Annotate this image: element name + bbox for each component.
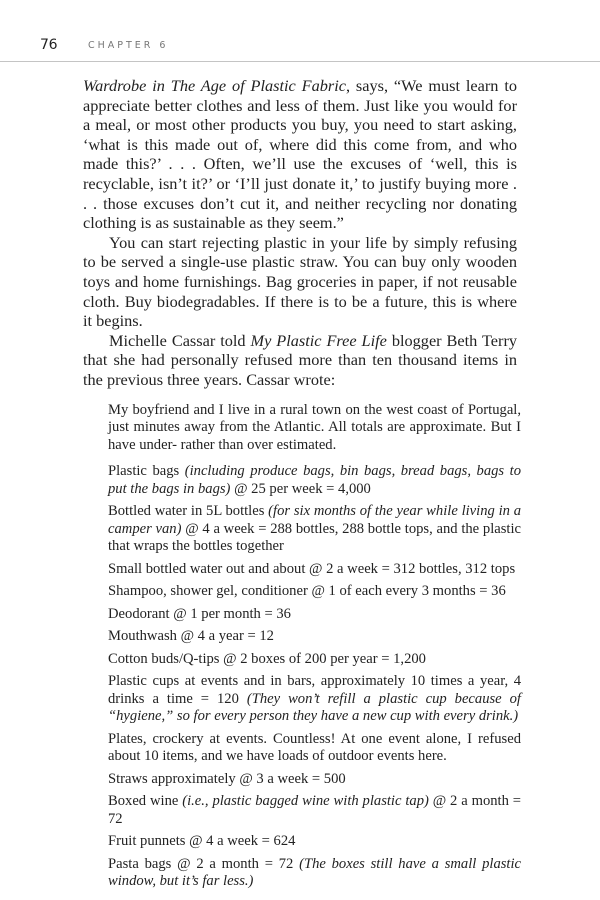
paragraph xyxy=(83,233,517,331)
italic-text: (for six months of the year while living in a camper van) xyxy=(108,503,521,537)
list-item xyxy=(108,628,521,646)
block-quote xyxy=(83,402,521,891)
text-run: Pasta bags @ 2 a month = 72 xyxy=(108,855,300,872)
text-run: Shampoo, shower gel, conditioner @ 1 of each every 3 months = 36 xyxy=(108,583,506,599)
text-run: Mouthwash @ 4 a year = 12 xyxy=(108,628,274,644)
list-item xyxy=(108,833,521,851)
list-item xyxy=(108,606,521,624)
running-head-chapter: CHAPTER 6 xyxy=(88,40,169,51)
text-run: Plastic bags xyxy=(108,463,185,479)
list-item xyxy=(108,673,521,726)
text-run: Plates, crockery at events. Countless! At one event alone, I refused about 10 items, and we have loads of outdoor events here. xyxy=(108,730,521,764)
paragraph xyxy=(83,76,517,233)
text-run: Boxed wine xyxy=(108,793,183,809)
list-item xyxy=(108,651,521,669)
text-run: Cotton buds/Q-tips @ 2 boxes of 200 per year = 1,200 xyxy=(108,650,426,667)
italic-text: Wardrobe in The Age of Plastic Fabric xyxy=(83,76,346,95)
text-run: Deodorant @ 1 per month = 36 xyxy=(108,605,291,622)
paragraph xyxy=(83,331,517,390)
list-item xyxy=(108,463,521,498)
italic-text: My Plastic Free Life xyxy=(250,330,387,350)
text-run: @ 4 a week = 288 bottles, 288 bottle tops, and the plastic that wraps the bottles together xyxy=(108,520,521,554)
block-quote-intro: My boyfriend and I live in a rural town on the west coast of Portugal, just minutes away from the Atlantic. All totals are approximate. But I have under- rather than over estimated. xyxy=(108,401,521,453)
text-run: blogger Beth Terry that she had personally refused more than ten thousand items in the previous three years. Cassar wrote: xyxy=(83,330,518,389)
italic-text: (The boxes still have a small plastic window, but it’s far less.) xyxy=(108,855,522,889)
text-run: , says, “We must learn to appreciate better clothes and less of them. Just like you would for a meal, or most other products you buy, you need to start asking, ‘what is this made out of, where did this come from, and who made this?’ . . . Often, we’ll use the excuses of ‘well, this is recyclable, isn’t it?’ or ‘I’ll just donate it,’ to justify buying more . . . those excuses don’t cut it, and neither recycling nor donating clothing is as sustainable as they seem.” xyxy=(83,76,517,233)
text-run: Plastic cups at events and in bars, approximately 10 times a year, 4 drinks a time = 120 xyxy=(108,673,521,707)
block-quote-list xyxy=(108,463,521,891)
text-run: @ 2 a month = 72 xyxy=(108,793,521,827)
list-item xyxy=(108,583,521,601)
italic-text: (including produce bags, bin bags, bread bags, bags to put the bags in bags) xyxy=(108,463,521,497)
page-number: 76 xyxy=(40,37,58,53)
list-item xyxy=(108,771,521,789)
page-body xyxy=(83,76,522,891)
text-run: You can start rejecting plastic in your life by simply refusing to be served a single-use plastic straw. You can buy only wooden toys and home furnishings. Bag groceries in paper, if not reusable cloth. Buy biodegradables. If there is to be a future, this is where it begins. xyxy=(83,232,517,331)
list-item xyxy=(108,503,521,556)
text-run: Small bottled water out and about @ 2 a week = 312 bottles, 312 tops xyxy=(108,560,516,577)
italic-text: (i.e., plastic bagged wine with plastic tap) xyxy=(182,793,429,809)
text-run: @ 25 per week = 4,000 xyxy=(230,480,371,497)
list-item xyxy=(108,731,521,766)
text-run: Fruit punnets @ 4 a week = 624 xyxy=(108,833,296,849)
header-rule xyxy=(0,61,600,62)
list-item xyxy=(108,856,521,891)
text-run: Straws approximately @ 3 a week = 500 xyxy=(108,770,346,787)
text-run: Michelle Cassar told xyxy=(109,330,251,350)
list-item xyxy=(108,793,521,828)
italic-text: (They won’t refill a plastic cup because of “hygiene,” so for every person they have a new cup with every drink.) xyxy=(108,690,521,724)
running-header xyxy=(0,0,600,62)
text-run: Bottled water in 5L bottles xyxy=(108,503,269,519)
list-item xyxy=(108,561,521,579)
